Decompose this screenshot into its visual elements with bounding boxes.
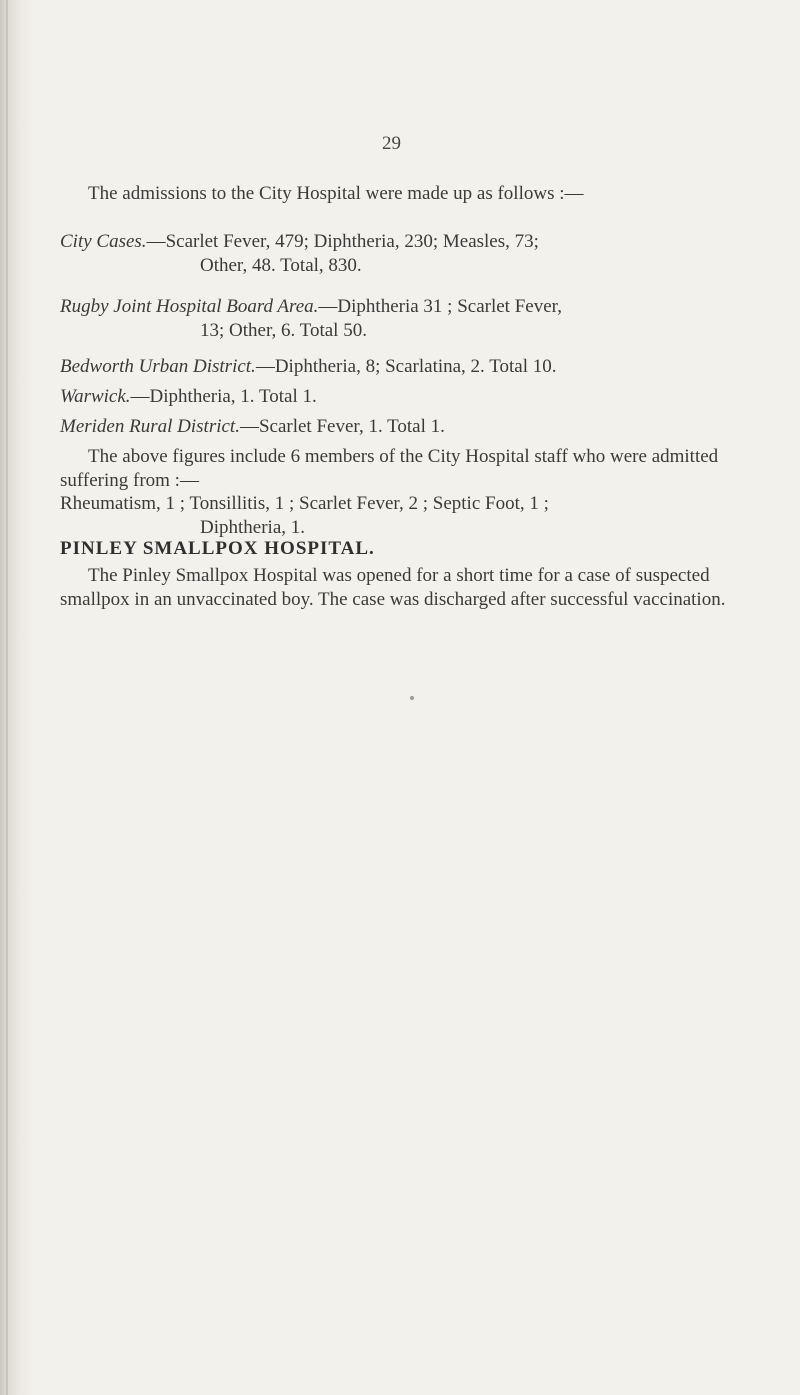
page-number: 29 xyxy=(382,133,401,154)
entry-bedworth xyxy=(60,355,745,379)
entry-city-cases xyxy=(60,230,745,278)
intro-paragraph: The admissions to the City Hospital were made up as follows :— xyxy=(88,183,584,204)
entry-text: —Diphtheria, 1. Total 1. xyxy=(130,386,317,407)
entry-label: Rugby Joint Hospital Board Area. xyxy=(60,296,319,317)
entry-continuation: 13; Other, 6. Total 50. xyxy=(200,320,367,341)
entry-label: City Cases. xyxy=(60,231,147,252)
staff-note: The above figures include 6 members of the City Hospital staff who were admitted suffering from :— xyxy=(60,446,719,491)
staff-conditions-line2: Diphtheria, 1. xyxy=(200,517,306,538)
entry-meriden xyxy=(60,415,745,439)
entry-text: —Diphtheria, 8; Scarlatina, 2. Total 10. xyxy=(255,356,557,377)
entry-rugby-joint-hospital xyxy=(60,295,745,343)
entry-text: —Diphtheria 31 ; Scarlet Fever, xyxy=(318,296,562,317)
staff-conditions-line1: Rheumatism, 1 ; Tonsillitis, 1 ; Scarlet Fever, 2 ; Septic Foot, 1 ; xyxy=(60,493,549,514)
section-body: The Pinley Smallpox Hospital was opened for a short time for a case of suspected smallpox in an unvaccinated boy. The case was discharged after successful vaccination. xyxy=(60,565,726,610)
entry-text: —Scarlet Fever, 1. Total 1. xyxy=(239,416,445,437)
entry-label: Bedworth Urban District. xyxy=(60,356,256,377)
entry-label: Meriden Rural District. xyxy=(60,416,240,437)
staff-conditions xyxy=(60,492,745,540)
entry-warwick xyxy=(60,385,745,409)
section-heading: PINLEY SMALLPOX HOSPITAL. xyxy=(60,538,375,559)
entry-label: Warwick. xyxy=(60,386,131,407)
entry-continuation: Other, 48. Total, 830. xyxy=(200,255,362,276)
page-binding-line xyxy=(6,0,8,1395)
page-speck xyxy=(410,696,414,700)
entry-text: —Scarlet Fever, 479; Diphtheria, 230; Measles, 73; xyxy=(146,231,539,252)
